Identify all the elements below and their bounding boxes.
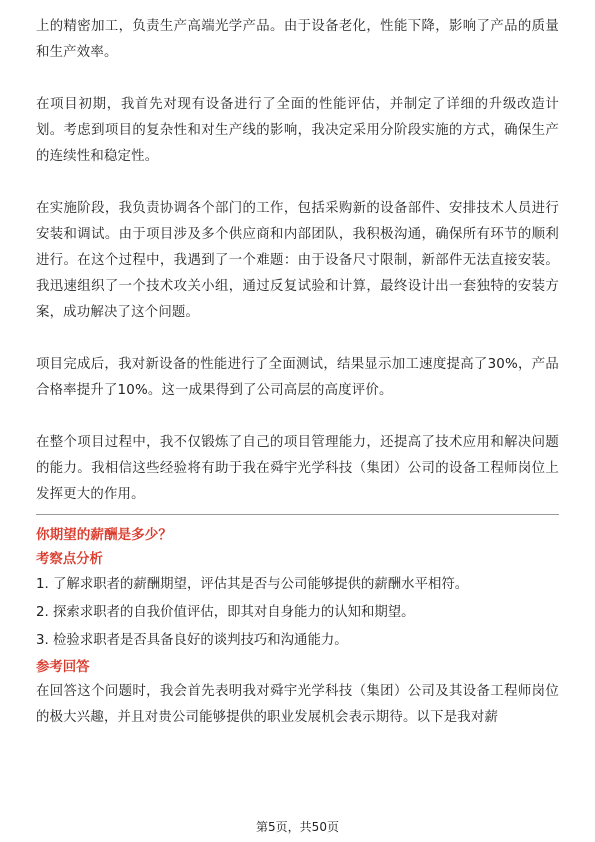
body-paragraph: 上的精密加工，负责生产高端光学产品。由于设备老化，性能下降，影响了产品的质量和生产效率。	[36, 19, 559, 60]
document-page	[36, 14, 559, 731]
analysis-item: 1. 了解求职者的薪酬期望，评估其是否与公司能够提供的薪酬水平相符。	[36, 577, 469, 592]
analysis-item: 3. 检验求职者是否具备良好的谈判技巧和沟通能力。	[36, 633, 348, 648]
paragraph-gap	[36, 404, 559, 430]
paragraph-gap	[36, 326, 559, 352]
body-paragraph: 在实施阶段，我负责协调各个部门的工作，包括采购新的设备部件、安排技术人员进行安装和调试。由于项目涉及多个供应商和内部团队，我积极沟通，确保所有环节的顺利进行。在这个过程中，我遇到了一个难题：由于设备尺寸限制，新部件无法直接安装。我迅速组织了一个技术攻关小组，通过反复试验和计算，最终设计出一套独特的安装方案，成功解决了这个问题。	[36, 201, 559, 320]
page-number-footer: 第5页，共50页	[256, 820, 339, 834]
body-paragraph: 在整个项目过程中，我不仅锻炼了自己的项目管理能力，还提高了技术应用和解决问题的能力。我相信这些经验将有助于我在舜宇光学科技（集团）公司的设备工程师岗位上发挥更大的作用。	[36, 435, 559, 502]
analysis-item: 2. 探索求职者的自我价值评估，即其对自身能力的认知和期望。	[36, 605, 415, 620]
body-paragraph: 在项目初期，我首先对现有设备进行了全面的性能评估，并制定了详细的升级改造计划。考虑到项目的复杂性和对生产线的影响，我决定采用分阶段实施的方式，确保生产的连续性和稳定性。	[36, 97, 559, 164]
answer-paragraph: 在回答这个问题时，我会首先表明我对舜宇光学科技（集团）公司及其设备工程师岗位的极大兴趣，并且对贵公司能够提供的职业发展机会表示期待。以下是我对薪	[36, 684, 559, 725]
paragraph-gap	[36, 66, 559, 92]
analysis-heading: 考察点分析	[36, 552, 103, 567]
paragraph-gap	[36, 170, 559, 196]
body-paragraph: 项目完成后，我对新设备的性能进行了全面测试，结果显示加工速度提高了30%，产品合格率提升了10%。这一成果得到了公司高层的高度评价。	[36, 357, 559, 398]
question-heading: 你期望的薪酬是多少？	[36, 527, 172, 543]
section-divider	[36, 514, 559, 515]
answer-heading: 参考回答	[36, 660, 90, 675]
